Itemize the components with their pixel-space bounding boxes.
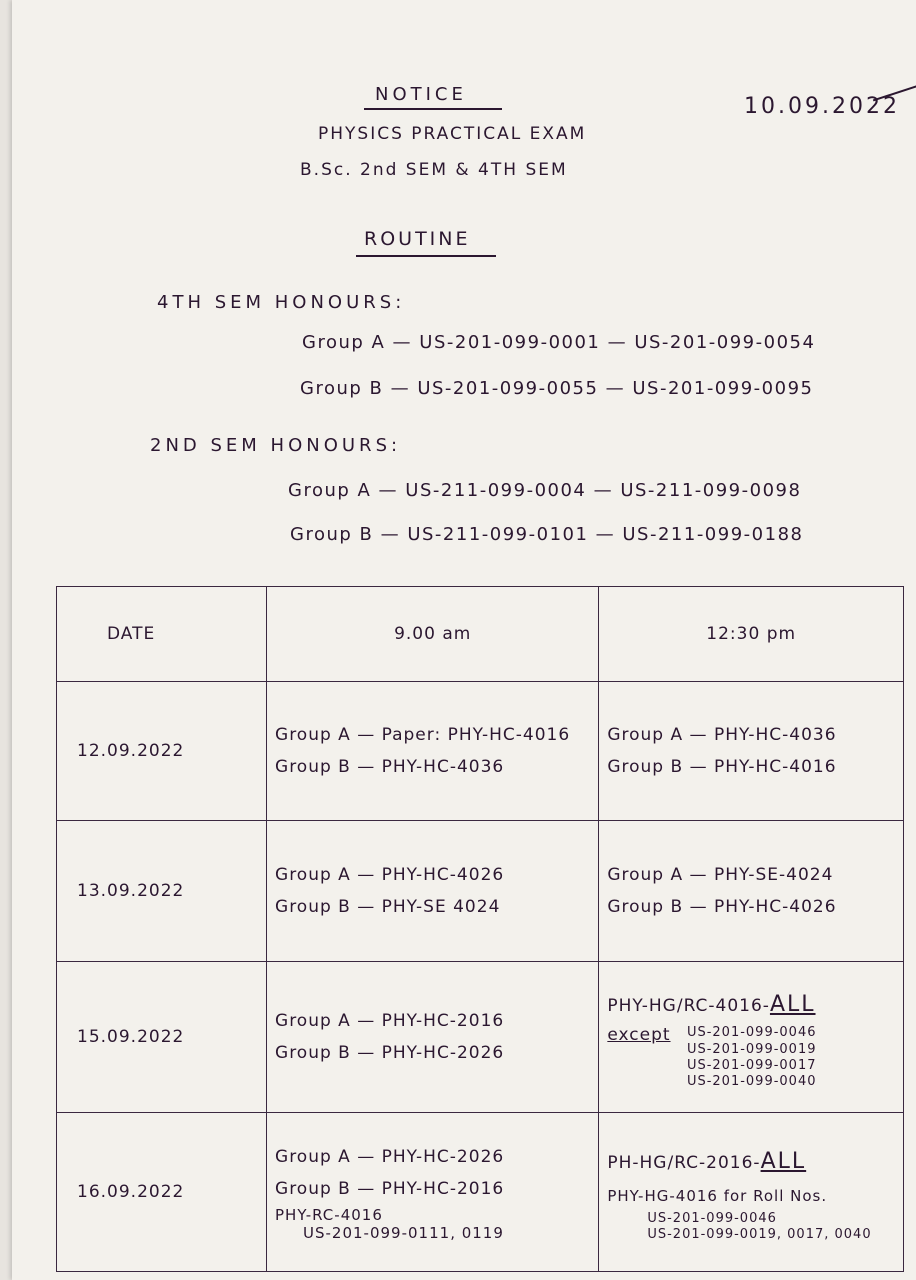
- morning-cell: [267, 962, 599, 1113]
- title-underline: [364, 108, 502, 110]
- header-morning: 9.00 am: [267, 587, 599, 682]
- exam-title: PHYSICS PRACTICAL EXAM: [318, 124, 587, 144]
- schedule-entry: PHY-RC-4016: [275, 1205, 383, 1224]
- notice-title: NOTICE: [375, 84, 467, 105]
- all-label: ALL: [769, 991, 816, 1017]
- section-heading: 4TH SEM HONOURS:: [157, 292, 406, 313]
- routine-table: [56, 586, 904, 1272]
- schedule-entry: Group A — PHY-HC-4026: [275, 864, 505, 885]
- paper-all-entry: [607, 984, 895, 1026]
- roll-number: US-201-099-0046: [686, 1025, 817, 1041]
- schedule-entry: Group B — PHY-HC-4036: [275, 757, 505, 777]
- paper-all-entry: [607, 1141, 895, 1183]
- roll-number: US-201-099-0017: [686, 1057, 817, 1073]
- afternoon-cell: [599, 821, 904, 962]
- roll-list: [687, 1025, 817, 1090]
- except-block: [607, 1025, 895, 1090]
- group-range: Group B — US-201-099-0055 — US-201-099-0095: [300, 378, 814, 399]
- roll-number: US-201-099-0111, 0119: [303, 1224, 504, 1243]
- group-range: Group A — US-201-099-0001 — US-201-099-0054: [302, 332, 816, 353]
- paper-code: PH-HG/RC-2016-: [607, 1152, 761, 1173]
- header-afternoon: 12:30 pm: [599, 587, 904, 682]
- afternoon-cell: [599, 1113, 904, 1272]
- roll-number: US-201-099-0019: [686, 1041, 817, 1057]
- table-row: [57, 962, 904, 1113]
- morning-cell: [267, 682, 599, 821]
- semester-line: B.Sc. 2nd SEM & 4TH SEM: [300, 160, 568, 180]
- roll-number: US-201-099-0040: [686, 1074, 817, 1090]
- notice-paper: [12, 0, 916, 1280]
- table-header-row: [57, 587, 904, 682]
- roll-number: US-201-099-0019, 0017, 0040: [647, 1227, 872, 1243]
- morning-cell: [267, 821, 599, 962]
- header-date: DATE: [57, 587, 267, 682]
- schedule-entry: Group A — PHY-SE-4024: [607, 864, 834, 885]
- row-date: 13.09.2022: [57, 821, 267, 962]
- group-range: Group A — US-211-099-0004 — US-211-099-0098: [288, 480, 802, 501]
- schedule-entry: Group A — Paper: PHY-HC-4016: [275, 724, 571, 745]
- table-row: [57, 1113, 904, 1272]
- morning-cell: [267, 1113, 599, 1272]
- schedule-entry: Group B — PHY-HC-2016: [275, 1179, 505, 1200]
- except-label: except: [607, 1025, 671, 1046]
- routine-underline: [356, 255, 496, 257]
- schedule-entry: Group B — PHY-HC-2026: [275, 1043, 505, 1063]
- paper-code: PHY-HG/RC-4016-: [607, 995, 770, 1016]
- section-heading: 2ND SEM HONOURS:: [150, 435, 402, 456]
- table-row: [57, 682, 904, 821]
- group-range: Group B — US-211-099-0101 — US-211-099-0188: [290, 524, 804, 545]
- schedule-entry: Group A — PHY-HC-2016: [275, 1010, 505, 1031]
- schedule-entry: Group B — PHY-SE 4024: [275, 897, 501, 917]
- schedule-entry: Group A — PHY-HC-4036: [607, 724, 837, 745]
- afternoon-cell: [599, 682, 904, 821]
- table-row: [57, 821, 904, 962]
- schedule-entry: Group B — PHY-HC-4016: [607, 757, 837, 777]
- all-label: ALL: [760, 1148, 807, 1174]
- afternoon-cell: [599, 962, 904, 1113]
- row-date: 16.09.2022: [57, 1113, 267, 1272]
- routine-heading: ROUTINE: [364, 228, 471, 250]
- row-date: 12.09.2022: [57, 682, 267, 821]
- schedule-entry: PHY-HG-4016 for Roll Nos.: [607, 1187, 828, 1206]
- roll-number: US-201-099-0046: [647, 1210, 777, 1226]
- schedule-entry: Group B — PHY-HC-4026: [607, 897, 837, 917]
- row-date: 15.09.2022: [57, 962, 267, 1113]
- notice-date: 10.09.2022: [744, 94, 900, 119]
- schedule-entry: Group A — PHY-HC-2026: [275, 1146, 505, 1167]
